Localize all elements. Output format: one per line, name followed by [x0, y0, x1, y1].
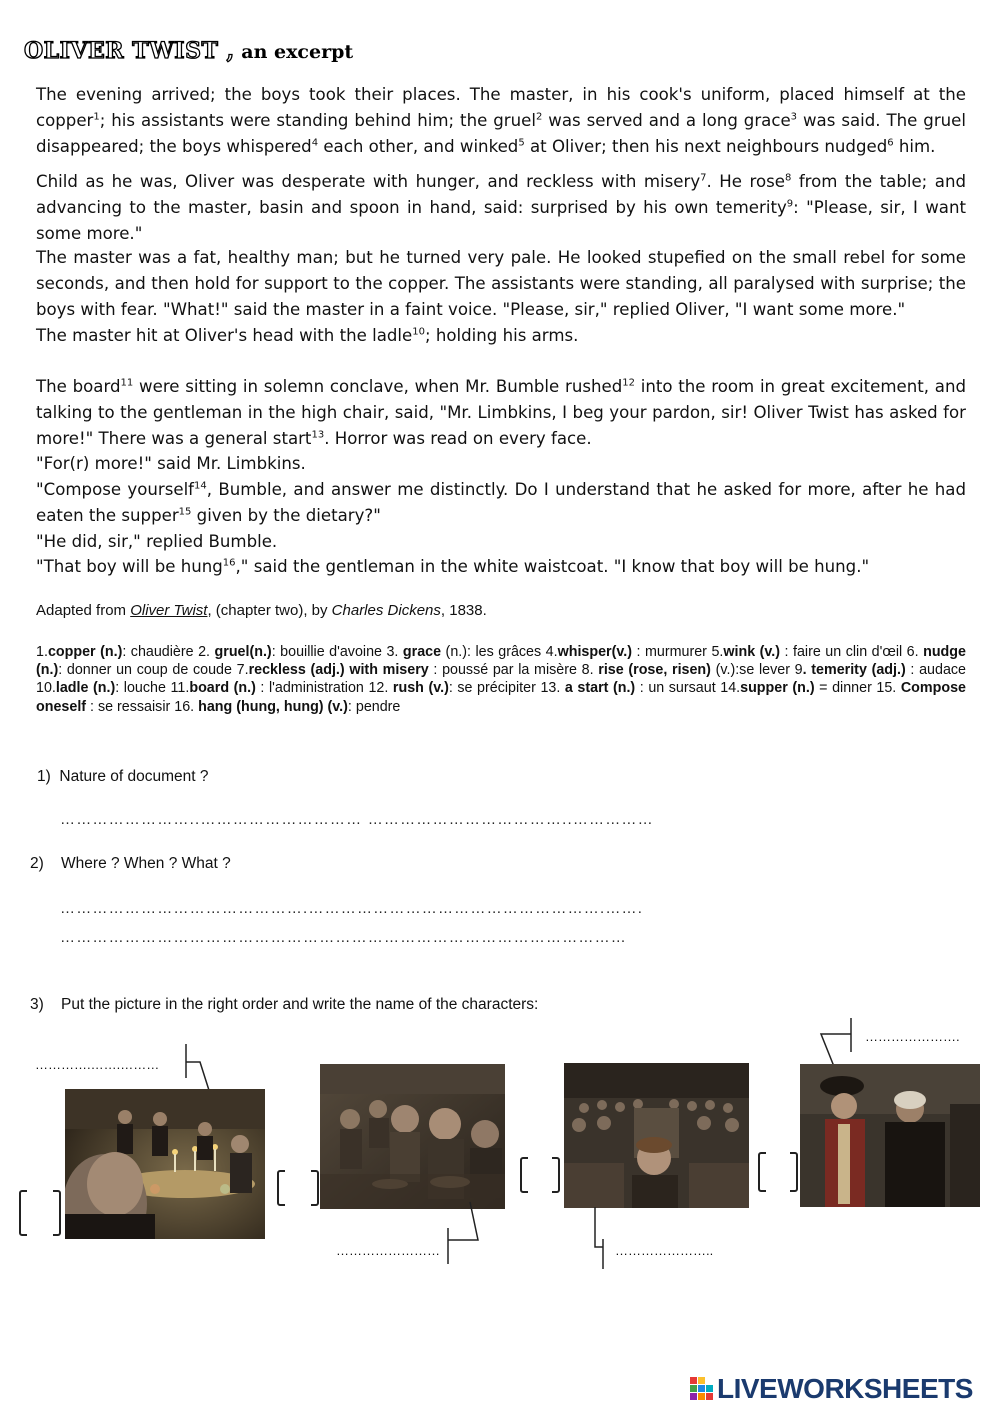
footnote-ref: 15 — [178, 506, 192, 518]
glossary-entry: 10.ladle (n.): louche — [36, 680, 171, 697]
glossary-definition: : faire un clin d'œil — [780, 644, 907, 660]
question-2: 2) Where ? When ? What ? — [30, 855, 231, 872]
passage-paragraph-5: The board$^{11}$ were sitting in solemn conclave, when Mr. Bumble rushed$^{12}$ into the room in great excitement, and talking to the gentleman in the high chair, said, "Mr. Limbkins, I beg your pardon, sir! Oliver Twist has asked for more!" There was a general start$^{13}$. Horror was read on every face. — [36, 377, 967, 448]
glossary-entry: 3. grace (n.): les grâces — [386, 644, 546, 660]
liveworksheets-icon — [690, 1377, 714, 1401]
glossary-entry: 12. rush (v.): se précipiter — [368, 680, 541, 697]
glossary-entry: 1.copper (n.): chaudière — [36, 644, 199, 660]
title-sub: an excerpt — [234, 41, 354, 63]
glossary-term: Compose oneself — [36, 680, 966, 715]
passage-paragraph-3: The master was a fat, healthy man; but he turned very pale. He looked stupefied on the small rebel for some seconds, and then hold for support to the copper. The assistants were standing, all paralysed with surprise; the boys with fear. "What!" said the master in a faint voice. "Please, sir," replied Oliver, "I want some more." — [36, 248, 966, 319]
book-title: Oliver Twist — [130, 602, 208, 619]
author-name: Charles Dickens — [331, 602, 441, 619]
footnote-ref: 2 — [535, 111, 543, 123]
glossary-definition: : chaudière — [122, 644, 199, 660]
liveworksheets-logo — [690, 1373, 973, 1405]
footnote-ref: 5 — [518, 137, 525, 149]
footnote-ref: 14 — [194, 480, 207, 492]
glossary-entry: 8. rise (rose, risen) (v.):se lever — [581, 662, 795, 679]
glossary-term: hang (hung, hung) (v.) — [198, 698, 348, 715]
glossary-definition: : murmurer — [632, 644, 712, 660]
order-box-pic2[interactable] — [277, 1170, 319, 1206]
name-blank-pic2[interactable]: …………………… — [336, 1243, 440, 1258]
glossary-definition: : louche — [115, 680, 171, 697]
pointer-line-pic2 — [440, 1200, 490, 1270]
glossary-definition: : pendre — [347, 698, 401, 715]
passage-paragraph-9: "That boy will be hung$^{16}$," said the gentleman in the white waistcoat. "I know that boy will be hung." — [36, 557, 870, 576]
glossary-definition: : se précipiter — [448, 680, 541, 697]
glossary-term: ladle (n.) — [55, 680, 116, 697]
glossary-term: . temerity (adj.) — [802, 662, 906, 679]
name-blank-pic4[interactable]: …………………. — [865, 1029, 960, 1044]
passage-paragraph-7: "Compose yourself$^{14}$, Bumble, and answer me distinctly. Do I understand that he asked for more, after he had eaten the supper$^{15}$ given by the dietary?" — [36, 480, 967, 525]
glossary-definition: (v.):se lever — [710, 662, 795, 679]
glossary-term: copper (n.) — [47, 644, 123, 660]
glossary-entry: 13. a start (n.) : un sursaut — [540, 680, 721, 697]
passage-paragraph-4: The master hit at Oliver's head with the ladle$^{10}$; holding his arms. — [36, 326, 579, 345]
name-blank-pic3[interactable]: ………………….. — [615, 1243, 714, 1258]
question-1: 1) Nature of document ? — [37, 768, 209, 785]
glossary-definition: : audace — [905, 662, 966, 679]
film-still-board-dinner — [65, 1089, 265, 1239]
pointer-line-pic3 — [585, 1205, 625, 1275]
film-still-dining-hall — [564, 1063, 749, 1208]
title-main: OLIVER TWIST , — [24, 38, 235, 64]
footnote-ref: 6 — [887, 137, 894, 149]
glossary-term: nudge (n.) — [36, 644, 966, 679]
glossary-term: whisper(v.) — [557, 644, 633, 660]
footnote-ref: 16 — [222, 557, 236, 569]
footnote-ref: 11 — [120, 377, 134, 389]
logo-text: LIVEWORKSHEETS — [717, 1373, 973, 1404]
question-3: 3) Put the picture in the right order and write the name of the characters: — [30, 996, 539, 1013]
passage-paragraph-1: The evening arrived; the boys took their places. The master, in his cook's uniform, placed himself at the copper$^1$; his assistants were standing behind him; the gruel$^2$ was served and a long grace$^3$ was said. The gruel disappeared; the boys whispered$^4$ each other, and winked$^5$ at Oliver; then his next neighbours nudged$^6$ him. — [36, 85, 966, 156]
passage-paragraph-8: "He did, sir," replied Bumble. — [36, 532, 278, 551]
film-still-beadle — [800, 1064, 980, 1207]
glossary-term: wink (v.) — [723, 644, 781, 660]
order-box-pic1[interactable] — [19, 1190, 61, 1236]
glossary-definition: = dinner — [814, 680, 877, 697]
order-box-pic3[interactable] — [520, 1157, 560, 1193]
name-blank-pic1[interactable]: ………….…….……… — [35, 1057, 160, 1072]
glossary-term: gruel(n.) — [214, 644, 272, 660]
glossary-term: supper (n.) — [740, 680, 815, 697]
glossary-term: a start (n.) — [564, 680, 636, 697]
glossary-entry: 11.board (n.) : l'administration — [170, 680, 369, 697]
glossary-definition: : donner un coup de coude — [58, 662, 237, 679]
glossary-term: rush (v.) — [392, 680, 449, 697]
footnote-ref: 7 — [700, 172, 707, 184]
glossary-term: board (n.) — [189, 680, 256, 697]
footnote-ref: 4 — [311, 137, 319, 149]
film-still-boys-eating — [320, 1064, 505, 1209]
glossary-term: reckless (adj.) with misery — [248, 662, 429, 679]
glossary-entry: 14.supper (n.) = dinner — [720, 680, 877, 697]
answer-line-2b[interactable]: …………………………………………………………………………………………… — [60, 929, 627, 946]
glossary-entry: 5.wink (v.) : faire un clin d'œil — [711, 644, 907, 660]
glossary-definition: : l'administration — [255, 680, 369, 697]
glossary-entry: 7.reckless (adj.) with misery : poussé par la misère — [236, 662, 582, 679]
footnote-ref: 9 — [786, 198, 794, 210]
worksheet-title — [24, 38, 353, 64]
footnote-ref: 12 — [622, 377, 635, 389]
glossary-entry: 2. gruel(n.): bouillie d'avoine — [198, 644, 387, 660]
glossary-entry: 6. nudge (n.): donner un coup de coude — [36, 644, 966, 679]
footnote-ref: 8 — [784, 172, 792, 184]
passage-paragraph-2: Child as he was, Oliver was desperate with hunger, and reckless with misery$^7$. He rose$^8$ from the table; and advancing to the master, basin and spoon in hand, said: surprised by his own temerity$^9$: "Please, sir, I want some more." — [36, 172, 966, 243]
glossary-entry: 9. temerity (adj.) : audace — [794, 662, 966, 679]
glossary-entry: 16. hang (hung, hung) (v.): pendre — [174, 698, 401, 715]
footnote-ref: 10 — [412, 326, 425, 338]
source-citation: Adapted from Oliver Twist, (chapter two), by Charles Dickens, 1838. — [36, 602, 487, 619]
footnote-ref: 1 — [93, 111, 100, 123]
passage-paragraph-6: "For(r) more!" said Mr. Limbkins. — [36, 454, 306, 473]
glossary-definition: : un sursaut — [635, 680, 721, 697]
answer-line-1[interactable]: ……………………..………………………… ………………………………..…………… — [60, 811, 654, 828]
glossary-definition: : poussé par la misère — [428, 662, 582, 679]
order-box-pic4[interactable] — [758, 1152, 798, 1192]
glossary-entry: 15. Compose oneself : se ressaisir — [36, 680, 966, 715]
footnote-ref: 13 — [311, 429, 325, 441]
glossary-definition: : se ressaisir — [86, 698, 175, 715]
glossary-definition: : bouillie d'avoine — [271, 644, 387, 660]
glossary-definition: (n.): les grâces — [441, 644, 546, 660]
glossary-term: grace — [402, 644, 442, 660]
footnote-ref: 3 — [790, 111, 798, 123]
glossary-entry: 4.whisper(v.) : murmurer — [545, 644, 712, 660]
glossary-term: rise (rose, risen) — [598, 662, 711, 679]
answer-line-2a[interactable]: ……………………………………….……………………………………………….……. — [60, 900, 644, 917]
vocabulary-glossary — [36, 643, 966, 716]
